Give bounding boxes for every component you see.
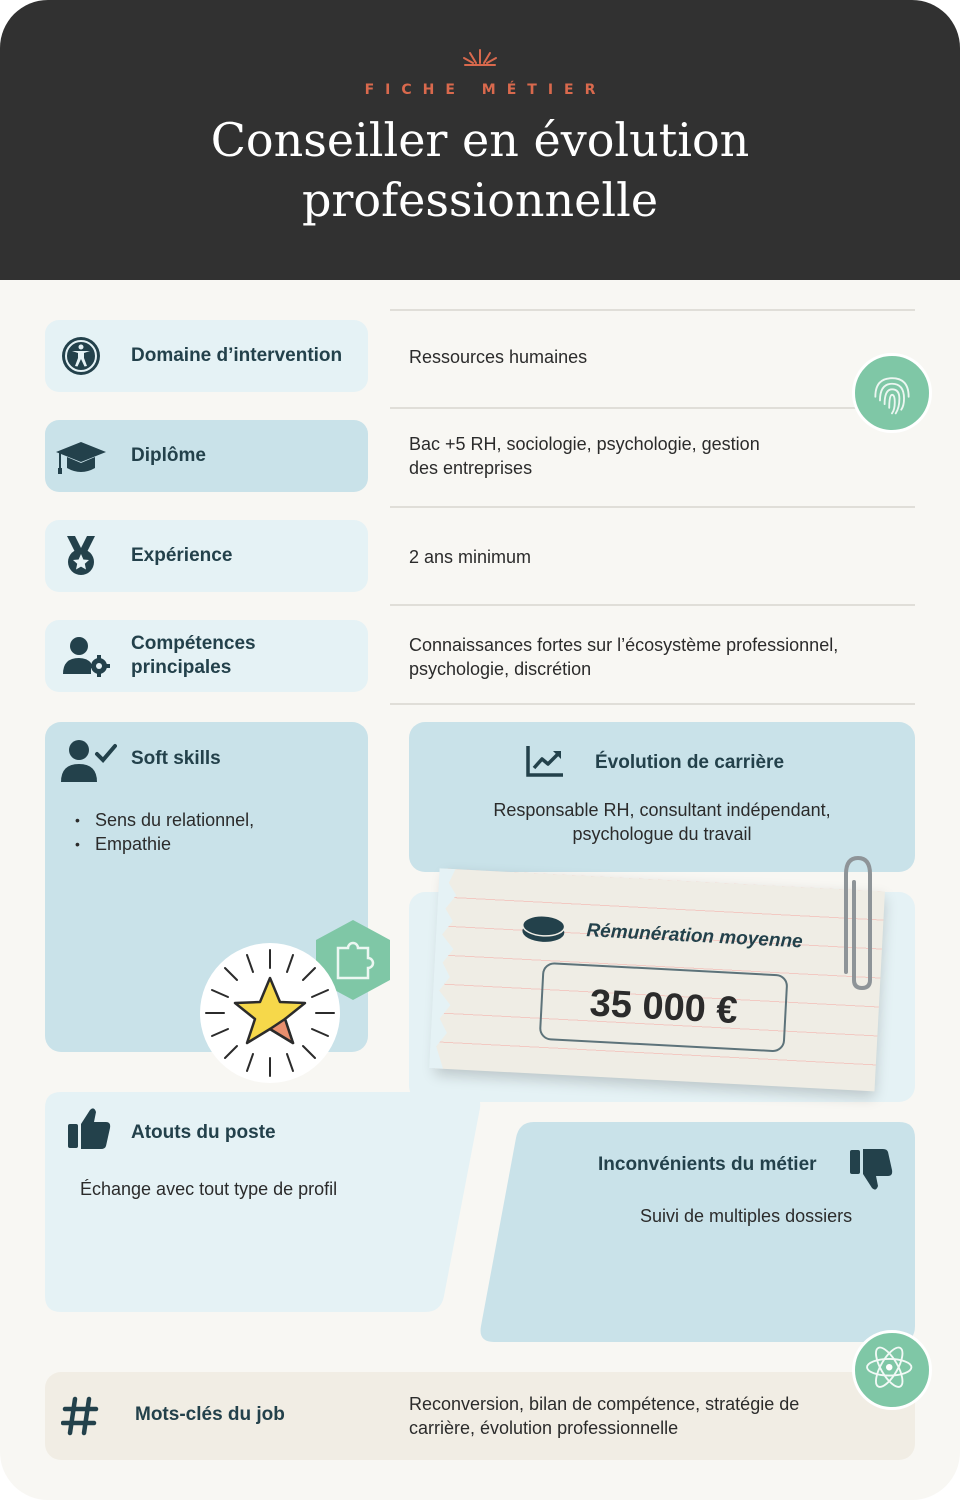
career-text: Responsable RH, consultant indépendant, psychologue du travail: [493, 800, 831, 844]
coin-icon: [520, 913, 568, 945]
row-skills-label: [45, 620, 368, 692]
row-diploma-value: Bac +5 RH, sociologie, psychologie, gestion des entreprises: [409, 434, 760, 478]
graduation-cap-icon: [55, 434, 107, 478]
list-item: • Empathie: [75, 832, 254, 856]
row-experience-label: [45, 520, 368, 592]
divider: [390, 506, 915, 508]
row-diploma-label: [45, 420, 368, 492]
soft-skills-list: [75, 808, 254, 856]
cons-title: Inconvénients du métier: [598, 1154, 817, 1175]
fingerprint-icon: [852, 353, 932, 433]
divider: [390, 407, 915, 409]
row-domain-label: [45, 320, 368, 392]
medal-icon: [59, 534, 103, 578]
hashtag-icon: [61, 1396, 99, 1436]
cons-text: Suivi de multiples dossiers: [640, 1206, 853, 1226]
career-title: Évolution de carrière: [595, 752, 785, 773]
keywords-box: [45, 1372, 915, 1460]
list-item: • Sens du relationnel,: [75, 808, 254, 832]
soft-skills-title: Soft skills: [131, 748, 221, 769]
accessibility-icon: [59, 334, 103, 378]
divider: [390, 309, 915, 311]
sun-rays-icon: [462, 48, 498, 68]
thumbs-up-icon: [66, 1106, 112, 1150]
trend-chart-icon: [525, 744, 565, 778]
career-box: [409, 722, 915, 872]
header: [0, 0, 960, 280]
row-experience-value: 2 ans minimum: [409, 547, 532, 567]
divider: [390, 703, 915, 705]
row-label: Compétences principales: [131, 633, 256, 678]
divider: [390, 604, 915, 606]
keywords-title: Mots-clés du job: [135, 1404, 285, 1425]
title-line-2: professionnelle: [301, 173, 659, 227]
row-label: Domaine d’intervention: [131, 345, 343, 366]
row-domain-value: Ressources humaines: [409, 347, 588, 367]
row-label: Diplôme: [131, 445, 206, 466]
user-gear-icon: [59, 634, 113, 678]
keywords-text: Reconversion, bilan de compétence, stratégie de carrière, évolution professionnelle: [409, 1394, 800, 1438]
salary-title: Rémunération moyenne: [585, 920, 804, 953]
eyebrow-label: FICHE MÉTIER: [364, 82, 607, 98]
row-skills-value: Connaissances fortes sur l’écosystème professionnel, psychologie, discrétion: [409, 635, 839, 679]
user-check-icon: [61, 738, 117, 782]
atom-icon: [852, 1330, 932, 1410]
row-label: Expérience: [131, 545, 233, 566]
page-title: [0, 110, 960, 230]
title-line-1: Conseiller en évolution: [210, 113, 750, 167]
salary-note: [435, 869, 885, 1092]
pros-title: Atouts du poste: [131, 1122, 276, 1143]
star-sticker-icon: [192, 940, 348, 1086]
salary-value: 35 000 €: [539, 962, 789, 1053]
paperclip-icon: [836, 852, 882, 992]
thumbs-down-icon: [848, 1148, 894, 1192]
pros-text: Échange avec tout type de profil: [80, 1179, 338, 1199]
